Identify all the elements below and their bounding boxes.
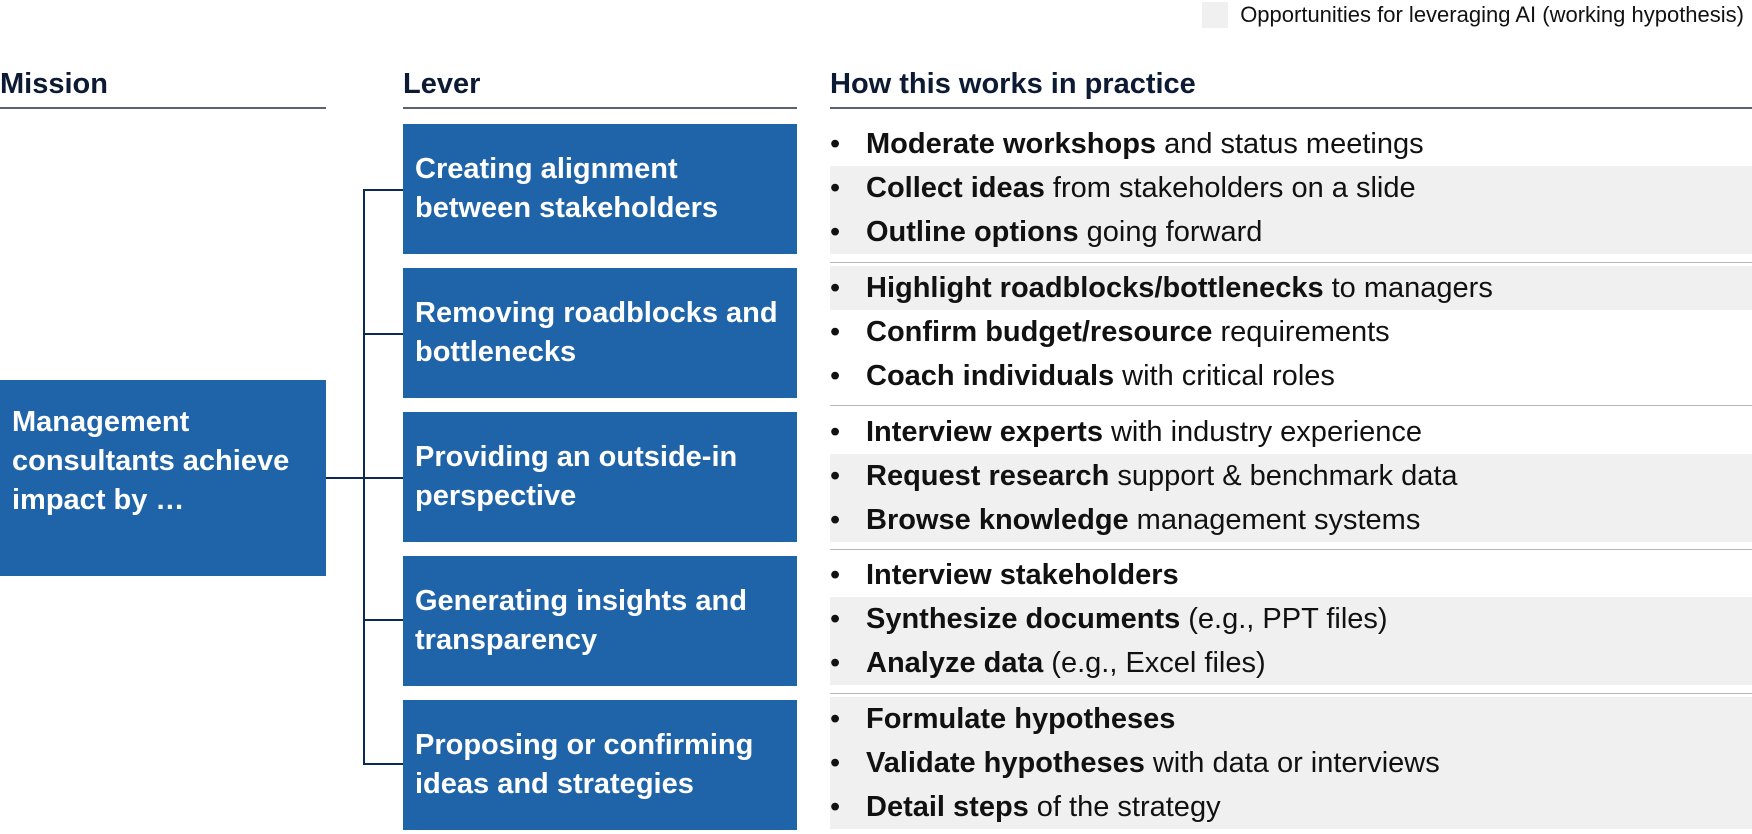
legend-swatch: [1202, 2, 1228, 28]
lever-box-outside-in: [403, 412, 797, 542]
bullet-icon: •: [830, 171, 841, 204]
mission-header: Mission: [0, 68, 108, 100]
group-divider: [830, 693, 1752, 694]
practice-item-rest: to managers: [1331, 271, 1493, 304]
lever-box-alignment: [403, 124, 797, 254]
bullet-icon: •: [830, 558, 841, 591]
practice-item-bold: Synthesize documents: [866, 602, 1181, 635]
practice-item-rest: and status meetings: [1164, 127, 1424, 160]
practice-group-roadblocks: [830, 266, 1752, 397]
practice-item: [830, 597, 1752, 641]
practice-group-outside-in: [830, 410, 1752, 541]
practice-item-bold: Collect ideas: [866, 171, 1045, 204]
practice-item-bold: Formulate hypotheses: [866, 702, 1176, 735]
practice-item: [830, 785, 1752, 829]
mission-box: [0, 380, 326, 576]
lever-box-insights: [403, 556, 797, 686]
practice-item-bold: Interview stakeholders: [866, 558, 1179, 591]
bullet-icon: •: [830, 646, 841, 679]
practice-item-bold: Coach individuals: [866, 359, 1115, 392]
bullet-icon: •: [830, 415, 841, 448]
lever-header: Lever: [403, 68, 481, 100]
connector-branch-2: [363, 333, 403, 335]
practice-item-bold: Outline options: [866, 215, 1079, 248]
practice-header: How this works in practice: [830, 68, 1196, 100]
practice-item-bold: Interview experts: [866, 415, 1103, 448]
practice-item-rest: (e.g., Excel files): [1051, 646, 1266, 679]
practice-group-insights: [830, 553, 1752, 684]
practice-item-rest: requirements: [1220, 315, 1390, 348]
practice-item-rest: (e.g., PPT files): [1188, 602, 1388, 635]
lever-label: Creating alignment between stakeholders: [415, 153, 718, 224]
practice-item-rest: with industry experience: [1110, 415, 1423, 448]
practice-item: [830, 210, 1752, 254]
practice-item-bold: Browse knowledge: [866, 503, 1129, 536]
group-divider: [830, 262, 1752, 263]
bullet-icon: •: [830, 271, 841, 304]
practice-item-rest: support & benchmark data: [1117, 459, 1458, 492]
practice-item: [830, 641, 1752, 685]
practice-item: [830, 553, 1752, 597]
practice-item-bold: Request research: [866, 459, 1110, 492]
practice-item-bold: Detail steps: [866, 790, 1029, 823]
connector-branch-5: [363, 763, 403, 765]
practice-group-strategies: [830, 697, 1752, 828]
bullet-icon: •: [830, 127, 841, 160]
connector-stem: [326, 477, 364, 479]
practice-item: [830, 697, 1752, 741]
connector-branch-1: [363, 189, 403, 191]
legend: [1202, 2, 1744, 28]
practice-item: [830, 498, 1752, 542]
lever-label: Generating insights and transparency: [415, 585, 747, 656]
mission-text: Management consultants achieve impact by …: [12, 406, 290, 516]
connector-spine: [363, 189, 365, 763]
practice-item: [830, 166, 1752, 210]
bullet-icon: •: [830, 215, 841, 248]
bullet-icon: •: [830, 459, 841, 492]
mission-header-rule: [0, 107, 326, 109]
bullet-icon: •: [830, 359, 841, 392]
practice-item: [830, 266, 1752, 310]
practice-item-rest: from stakeholders on a slide: [1052, 171, 1416, 204]
lever-label: Providing an outside-in perspective: [415, 441, 738, 512]
lever-label: Removing roadblocks and bottlenecks: [415, 297, 778, 368]
group-divider: [830, 405, 1752, 406]
practice-item-rest: management systems: [1136, 503, 1421, 536]
practice-item-bold: Confirm budget/resource: [866, 315, 1213, 348]
bullet-icon: •: [830, 702, 841, 735]
practice-item: [830, 741, 1752, 785]
practice-item-bold: Analyze data: [866, 646, 1044, 679]
bullet-icon: •: [830, 503, 841, 536]
group-divider: [830, 549, 1752, 550]
practice-item-rest: of the strategy: [1036, 790, 1221, 823]
bullet-icon: •: [830, 315, 841, 348]
lever-header-rule: [403, 107, 797, 109]
lever-label: Proposing or confirming ideas and strategies: [415, 729, 754, 800]
practice-item-bold: Highlight roadblocks/bottlenecks: [866, 271, 1324, 304]
practice-item: [830, 122, 1752, 166]
practice-item: [830, 310, 1752, 354]
bullet-icon: •: [830, 602, 841, 635]
connector-branch-3: [363, 477, 403, 479]
practice-group-alignment: [830, 122, 1752, 253]
lever-box-strategies: [403, 700, 797, 830]
practice-item-bold: Moderate workshops: [866, 127, 1157, 160]
practice-item-rest: with data or interviews: [1152, 746, 1440, 779]
bullet-icon: •: [830, 790, 841, 823]
practice-item: [830, 454, 1752, 498]
practice-header-rule: [830, 107, 1752, 109]
bullet-icon: •: [830, 746, 841, 779]
connector-branch-4: [363, 619, 403, 621]
practice-item-rest: going forward: [1086, 215, 1263, 248]
practice-item: [830, 354, 1752, 398]
lever-box-roadblocks: [403, 268, 797, 398]
practice-item-rest: with critical roles: [1122, 359, 1335, 392]
practice-item-bold: Validate hypotheses: [866, 746, 1145, 779]
practice-item: [830, 410, 1752, 454]
legend-label: Opportunities for leveraging AI (working hypothesis): [1240, 2, 1744, 27]
